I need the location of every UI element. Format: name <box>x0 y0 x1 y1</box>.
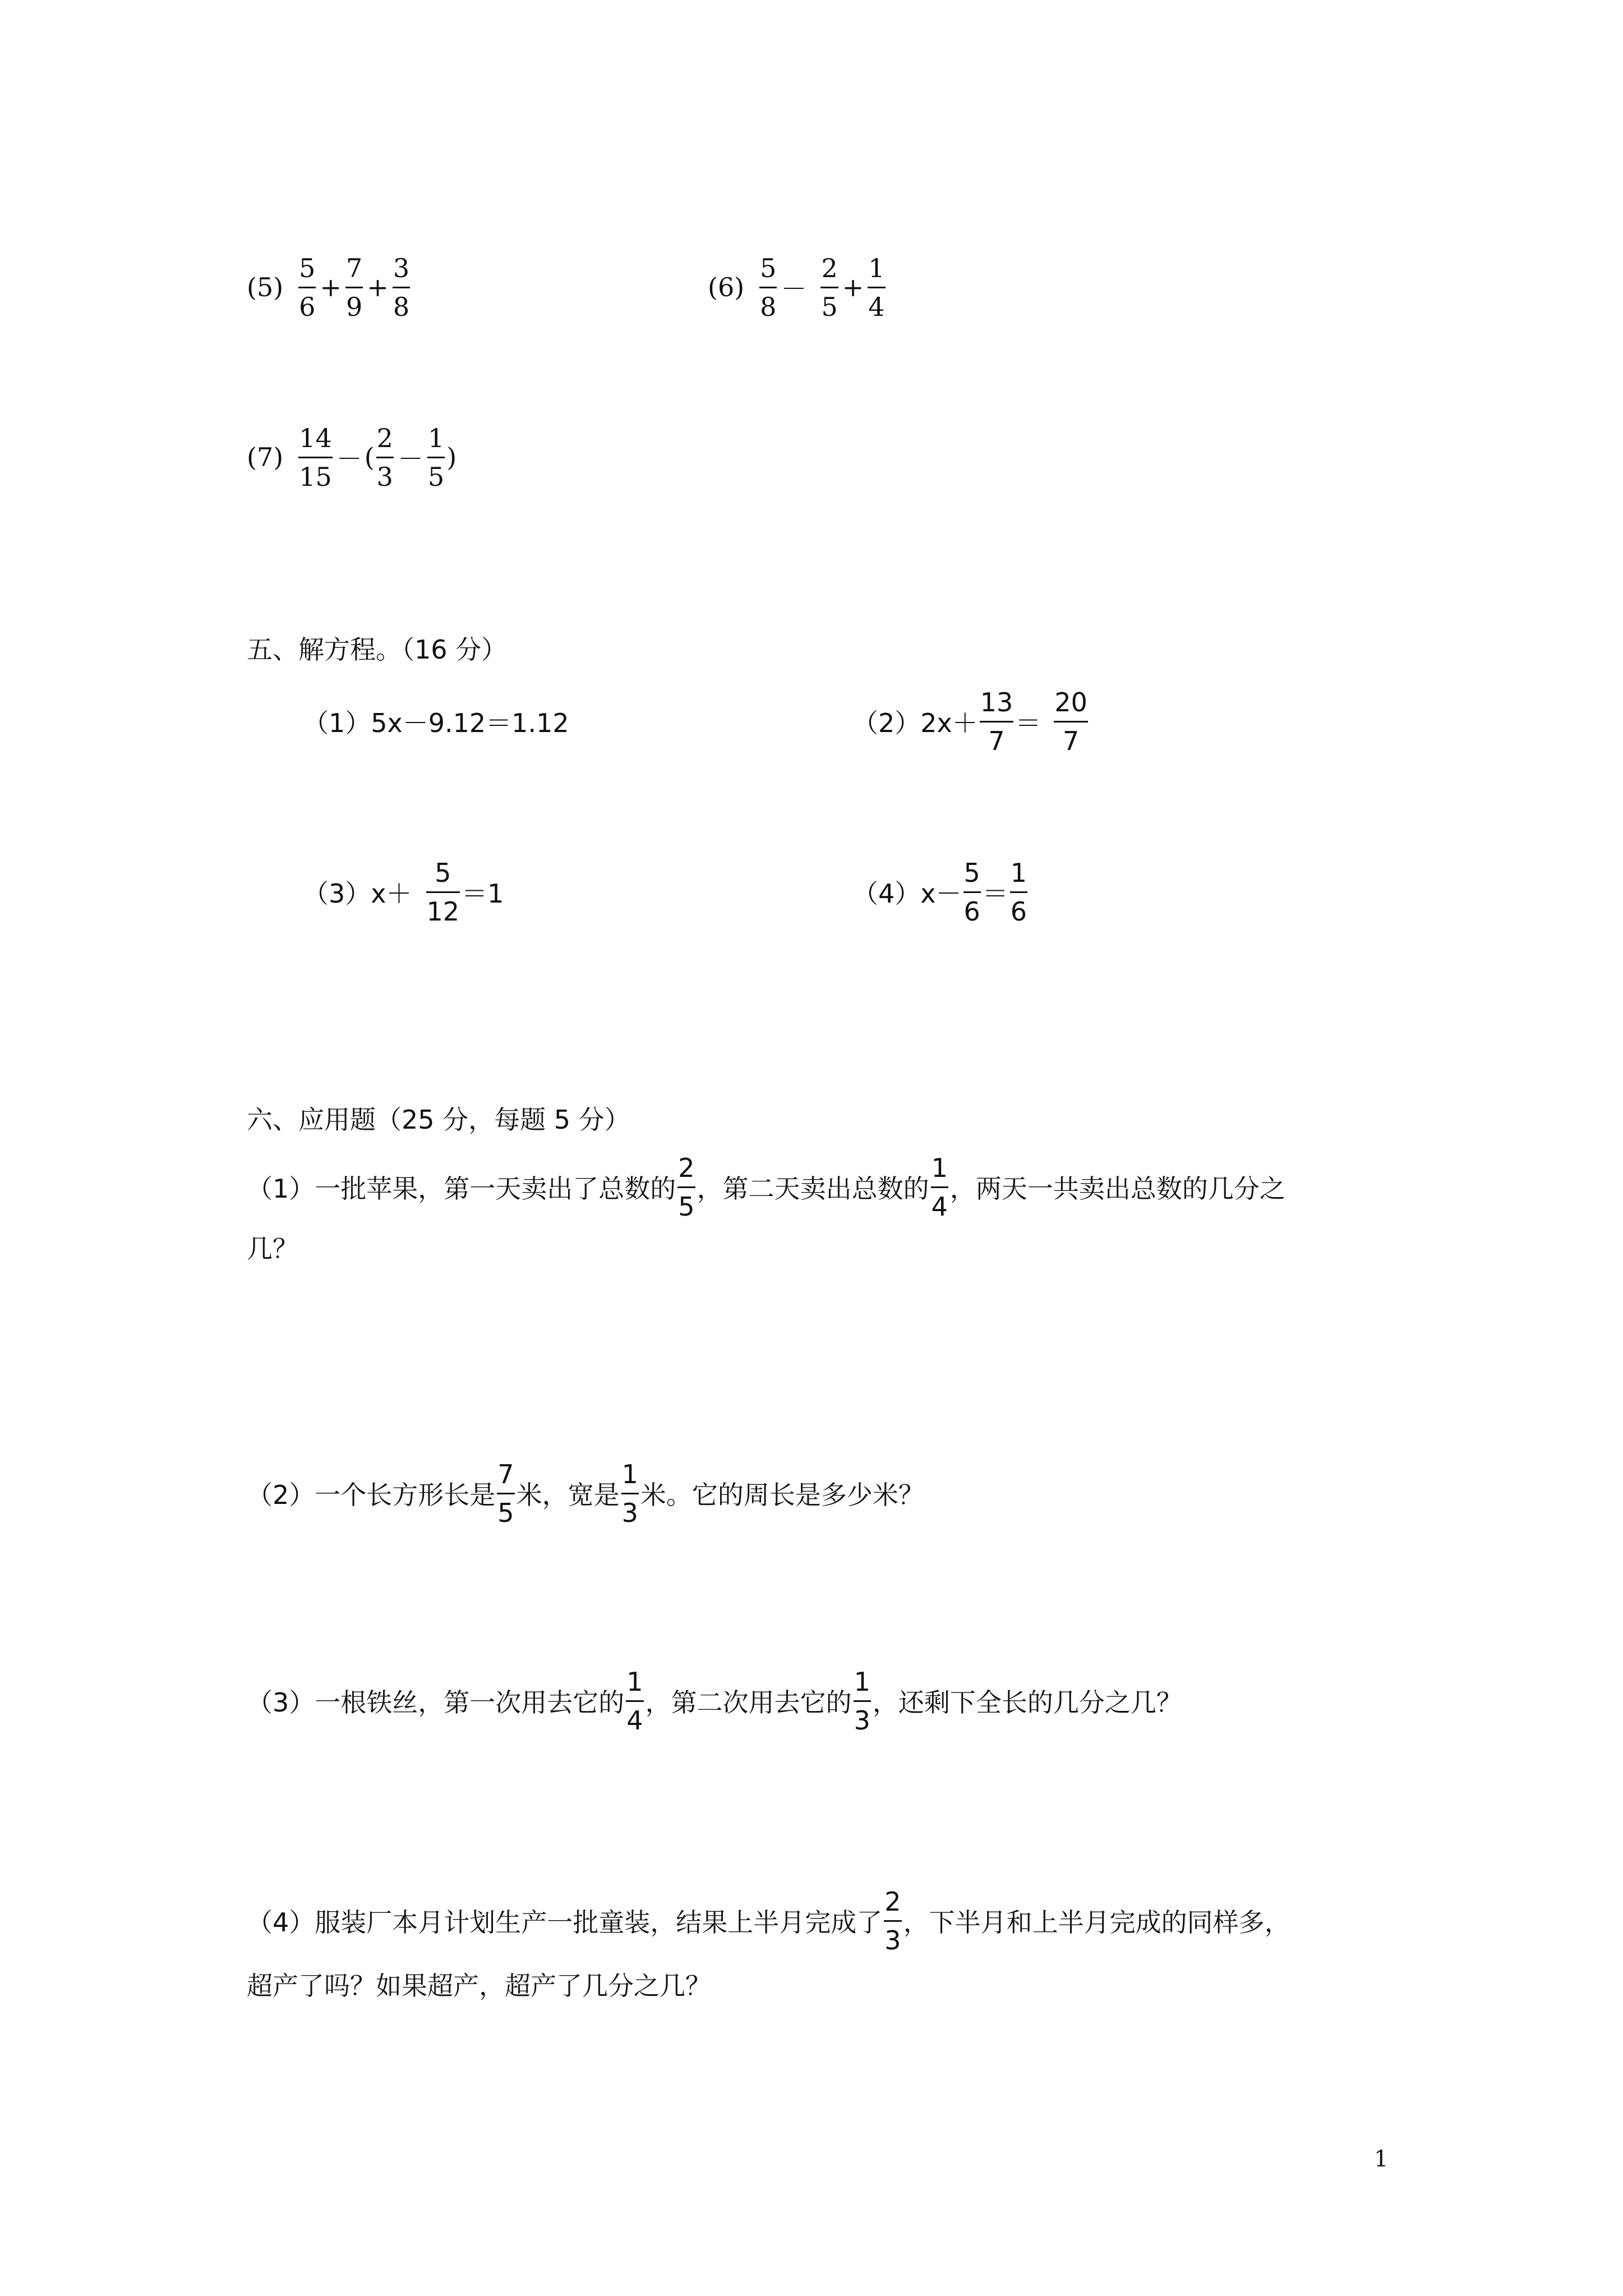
section-6-title: 六、应用题（25 分，每题 5 分） <box>247 1105 630 1135</box>
section-5-title: 五、解方程。（16 分） <box>247 634 508 665</box>
equation-text: 2x＋ <box>920 708 978 738</box>
fraction: $\frac{5}{6}$ <box>299 252 316 322</box>
problem-5 <box>247 252 412 322</box>
equation-text: ＝1 <box>462 878 504 909</box>
fraction: $\frac{5}{12}$ <box>426 857 460 927</box>
question-text: （1）一批苹果，第一天卖出了总数的 <box>247 1174 676 1204</box>
operator: － <box>397 444 423 474</box>
question-text: ，第二天卖出总数的 <box>697 1174 929 1204</box>
operator: + <box>320 272 342 302</box>
equation-3 <box>303 857 504 927</box>
question-4-line-2: 超产了吗？如果超产，超产了几分之几？ <box>247 1971 711 2001</box>
problem-label: （4） <box>852 878 921 909</box>
fraction: $\frac{14}{15}$ <box>299 422 332 492</box>
question-2 <box>247 1458 924 1528</box>
close-paren: ) <box>446 442 457 472</box>
fraction: $\frac{1}{3}$ <box>621 1458 638 1528</box>
fraction: $\frac{1}{4}$ <box>868 252 885 322</box>
question-3 <box>247 1666 1182 1736</box>
problem-label: （2） <box>852 708 921 738</box>
question-text: （2）一个长方形长是 <box>247 1480 496 1510</box>
operator: + <box>367 272 389 302</box>
problem-label: (5) <box>247 272 284 302</box>
operator: + <box>842 272 864 302</box>
fraction: $\frac{13}{7}$ <box>980 687 1013 756</box>
fraction: $\frac{1}{5}$ <box>427 422 445 492</box>
question-1-line-2: 几？ <box>247 1234 298 1264</box>
question-text: ，第二次用去它的 <box>645 1687 852 1718</box>
equation-text: x＋ <box>371 878 412 909</box>
question-text: （4）服装厂本月计划生产一批童装，结果上半月完成了 <box>247 1907 883 1938</box>
fraction: $\frac{3}{8}$ <box>393 252 410 322</box>
operator: － <box>781 274 807 304</box>
fraction: $\frac{7}{5}$ <box>497 1458 514 1528</box>
question-4 <box>247 1886 1290 1955</box>
question-text: （3）一根铁丝，第一次用去它的 <box>247 1687 625 1718</box>
problem-label: （3） <box>303 878 371 909</box>
question-text: ，下半月和上半月完成的同样多， <box>903 1907 1290 1938</box>
problem-6 <box>708 252 887 322</box>
equation-text: x－ <box>920 878 962 909</box>
fraction: $\frac{1}{3}$ <box>854 1666 870 1736</box>
problem-label: (6) <box>708 272 745 302</box>
equation-2 <box>852 687 1090 756</box>
fraction: $\frac{2}{5}$ <box>678 1152 695 1222</box>
equals-sign: ＝ <box>1015 708 1041 738</box>
question-text: ，还剩下全长的几分之几？ <box>872 1687 1182 1718</box>
equation-1 <box>303 705 569 738</box>
page-number: 1 <box>1374 2146 1389 2172</box>
question-1 <box>247 1152 1285 1222</box>
fraction: $\frac{5}{8}$ <box>760 252 777 322</box>
question-text: 米，宽是 <box>516 1480 620 1510</box>
equation-4 <box>852 857 1029 927</box>
operator: － <box>336 444 362 474</box>
fraction: $\frac{5}{6}$ <box>963 857 980 927</box>
fraction: $\frac{1}{6}$ <box>1010 857 1027 927</box>
fraction: $\frac{1}{4}$ <box>626 1666 643 1736</box>
question-text: ，两天一共卖出总数的几分之 <box>949 1174 1285 1204</box>
fraction: $\frac{2}{3}$ <box>376 422 393 492</box>
problem-label: (7) <box>247 442 284 472</box>
fraction: $\frac{2}{5}$ <box>821 252 838 322</box>
fraction: $\frac{20}{7}$ <box>1054 687 1087 756</box>
open-paren: ( <box>364 442 375 472</box>
equation-text: （1）5x－9.12＝1.12 <box>303 708 569 738</box>
problem-7 <box>247 422 457 492</box>
question-text: 米。它的周长是多少米？ <box>640 1480 924 1510</box>
equals-sign: ＝ <box>982 878 1008 909</box>
fraction: $\frac{7}{9}$ <box>346 252 363 322</box>
fraction: $\frac{2}{3}$ <box>884 1886 901 1955</box>
fraction: $\frac{1}{4}$ <box>931 1152 948 1222</box>
